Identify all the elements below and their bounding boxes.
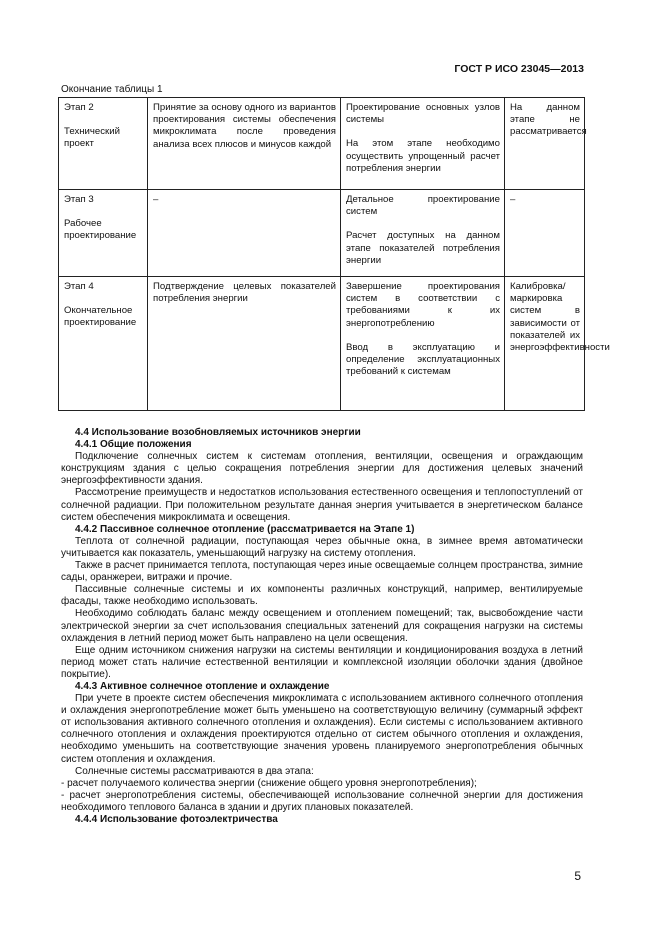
paragraph: Еще одним источником снижения нагрузки на системы вентиляции и кондиционирования воздуха в летний период может стать наличие естественной вентиляции и комплексной изоляции оболочки здания (двойное покрытие). (61, 644, 583, 680)
paragraph: Необходимо соблюдать баланс между освещением и отоплением помещений; так, высвобождение части электрической энергии за счет использования специальных затенений для сокращения нагрузки на системы охлаждения в летний период может быть направлено на цели освещения. (61, 608, 583, 644)
table-cell: Этап 3 Рабочее проектирование (59, 190, 148, 277)
section-4-4-text (61, 427, 583, 826)
table-row (59, 98, 585, 190)
subsection-heading: 4.4.4 Использование фотоэлектричества (75, 814, 278, 825)
table-row (59, 190, 585, 277)
paragraph: Пассивные солнечные системы и их компоненты различных конструкций, например, вентилируемые фасады, также необходимо использовать. (61, 584, 583, 608)
paragraph: Рассмотрение преимуществ и недостатков использования естественного освещения и теплопоступлений от солнечной радиации. При положительном результате данная энергия учитывается в энергетическом балансе систем обеспечения микроклимата и освещения. (61, 487, 583, 523)
subsection-heading: 4.4.2 Пассивное солнечное отопление (рассматривается на Этапе 1) (75, 523, 415, 535)
table-cell: Детальное проектирование систем Расчет доступных на данном этапе показателей потребления энергии (341, 190, 505, 277)
subsection-heading: 4.4.3 Активное солнечное отопление и охлаждение (75, 680, 330, 692)
list-item: - расчет получаемого количества энергии (снижение общего уровня энергопотребления); (61, 777, 477, 789)
subsection-heading: 4.4.1 Общие положения (75, 439, 192, 451)
page-number: 5 (574, 869, 581, 883)
table-cell: Подтверждение целевых показателей потребления энергии (148, 277, 341, 411)
table-cell: Принятие за основу одного из вариантов проектирования системы обеспечения микроклимата после проведения анализа всех плюсов и минусов каждой (148, 98, 341, 190)
paragraph: Теплота от солнечной радиации, поступающая через обычные окна, в зимнее время автоматически учитывается как показатель, уменьшающий нагрузку на систему отопления. (61, 535, 583, 559)
table-cell: – (505, 190, 585, 277)
list-item: - расчет энергопотребления системы, обеспечивающей использование солнечной энергии для достижения необходимого теплового баланса в здании и других плановых показателей. (61, 789, 583, 813)
standard-number: ГОСТ Р ИСО 23045—2013 (454, 63, 584, 75)
paragraph: Подключение солнечных систем к системам отопления, вентиляции, освещения и ограждающим конструкциям здания с целью сокращения потребления энергии для достижения целевых значений энергоэффективности здания. (61, 451, 583, 487)
table-cell: Завершение проектирования систем в соответствии с требованиями к их энергопотреблению Ввод в эксплуатацию и определение эксплуатационных требований к системам (341, 277, 505, 411)
paragraph: Также в расчет принимается теплота, поступающая через иные освещаемые солнцем пространства, зимние сады, оранжереи, витражи и прочие. (61, 560, 583, 584)
section-heading: 4.4 Использование возобновляемых источников энергии (75, 427, 361, 438)
table-cell: Этап 2 Технический проект (59, 98, 148, 190)
table-continuation-caption: Окончание таблицы 1 (61, 84, 163, 95)
table-cell: Проектирование основных узлов системы На этом этапе необходимо осуществить упрощенный расчет потребления энергии (341, 98, 505, 190)
table-cell: На данном этапе не рассматривается (505, 98, 585, 190)
table-cell: Этап 4 Окончательное проектирование (59, 277, 148, 411)
paragraph: Солнечные системы рассматриваются в два этапа: (75, 765, 314, 777)
paragraph: При учете в проекте систем обеспечения микроклимата с использованием активного солнечного отопления и охлаждения энергопотребление может быть уменьшено на соответствующую величину (суммарный эффект от использования активного солнечного отопления и охлаждения). Если системы с использованием активного солнечного отопления и охлаждения проектируются отдельно от систем обычного отопления и охлаждения, необходимо уменьшить на соответствующие значения уровень планируемого энергопотребления обычных систем отопления и охлаждения. (61, 693, 583, 765)
design-stages-table (58, 97, 610, 411)
table-cell: Калибровка/ маркировка систем в зависимости от показателей их энергоэффективности (505, 277, 585, 411)
table-cell: – (148, 190, 341, 277)
table-row (59, 277, 585, 411)
